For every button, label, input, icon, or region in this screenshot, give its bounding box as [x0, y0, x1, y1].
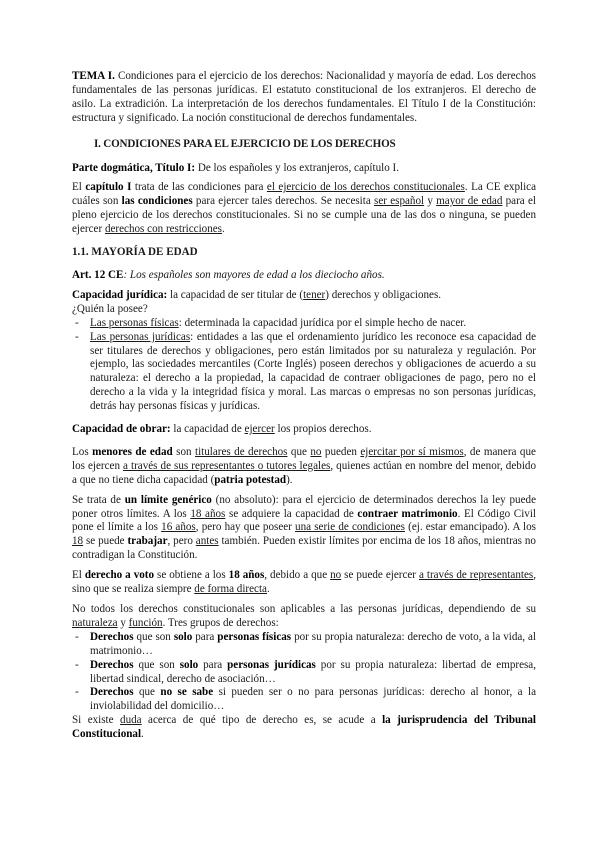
text-span: 18 [72, 535, 84, 548]
text-span: . La CE explica cuáles son [72, 181, 537, 208]
text-span: trata de las condiciones para [131, 181, 267, 194]
text-span: (ej. estar emancipado). A los [404, 521, 536, 534]
text-span: derecho a voto [84, 569, 155, 582]
text-span: personas físicas [217, 630, 292, 643]
text-span: El [72, 181, 86, 194]
duda-paragraph [72, 714, 536, 742]
text-span: . [141, 728, 144, 741]
text-span: Las personas físicas [90, 316, 179, 329]
text-span: , de manera que los ejercen [72, 445, 536, 472]
text-span: personas jurídicas [227, 658, 316, 671]
capacidad-obrar-paragraph [72, 423, 536, 437]
list-item [72, 331, 536, 414]
text-span: mayor de edad [436, 195, 503, 208]
text-span: que son [133, 630, 174, 643]
text-span: Capacidad jurídica: [72, 288, 168, 301]
text-span: . El Código Civil pone el límite a los [72, 507, 536, 534]
text-span: : determinada la capacidad jurídica por el simple hecho de nacer. [178, 316, 467, 329]
section-1-1-heading: 1.1. MAYORÍA DE EDAD [72, 246, 198, 259]
text-span: por su propia naturaleza: libertad de empresa, libertad sindical, derecho de asociación… [90, 658, 537, 685]
capitulo-paragraph [72, 181, 536, 237]
tema-label: TEMA I. [72, 70, 115, 82]
text-span: para el pleno ejercicio de los derechos constitucionales. Si no se cumple una de las dos o ninguna, se pueden ejercer [72, 195, 536, 236]
text-span: Derechos [90, 630, 134, 643]
text-span: a través de representantes [418, 569, 534, 582]
text-span: . [266, 583, 270, 596]
text-span: se adquiere la capacidad de [225, 507, 358, 520]
text-span: : entidades a las que el ordenamiento jurídico les reconoce esa capacidad de ser titulares de derechos y obligaciones, pero están limitados por su naturaleza y regulación. Por ejemplo, las sociedades mercantiles (Corte Inglés) poseen derechos y obligaciones de acuerdo a su naturaleza: el derecho a la propiedad, la capacidad de contraer obligaciones de pago, pero no el derecho a la vida y la integridad física y moral. Las marcas o empresas no son personas jurídicas, detrás hay personas físicas y jurídicas. [90, 330, 536, 413]
voto-paragraph [72, 569, 536, 597]
text-span: no [310, 445, 322, 458]
limite-paragraph [72, 494, 536, 564]
text-span: que [287, 445, 311, 458]
tema-text: Condiciones para el ejercicio de los derechos: Nacionalidad y mayoría de edad. Los derechos fundamentales de las personas jurídicas. El estatuto constitucional de los extranjeros. El derecho de asilo. La extradición. La interpretación de los derechos fundamentales. El Título I de la Constitución: estructura y significado. La noción constitucional de derechos fundamentales. [72, 70, 536, 124]
text-span: la capacidad de [170, 423, 245, 436]
text-span: solo [179, 658, 199, 671]
text-span: trabajar [127, 535, 168, 548]
text-span: , debido a que [264, 569, 331, 582]
capacidad-juridica-paragraph [72, 289, 536, 303]
text-span: titulares de derechos [194, 445, 288, 458]
text-span: menores de edad [92, 445, 173, 458]
text-span: que son [133, 658, 180, 671]
text-span: . [222, 223, 225, 236]
text-span: duda [120, 714, 142, 727]
text-span: capítulo I [85, 181, 132, 194]
list-item [72, 631, 536, 659]
text-span: 16 años [161, 521, 196, 534]
personas-list [72, 317, 536, 414]
text-span: derechos con restricciones [104, 223, 223, 236]
menores-paragraph [72, 446, 536, 488]
text-span: 18 años [228, 569, 265, 582]
text-span: patria potestad [214, 473, 287, 486]
text-span: Se trata de [72, 493, 125, 506]
list-item [72, 686, 536, 714]
text-span: ser español [374, 195, 425, 208]
text-span: ejercer [244, 423, 275, 436]
text-span: Derechos [90, 686, 134, 699]
text-span: ). [286, 473, 293, 486]
question-line: ¿Quién la posee? [72, 302, 148, 315]
text-span: de forma directa [194, 583, 267, 596]
text-span: no se sabe [160, 686, 214, 699]
text-span: (no absoluto): para el ejercicio de determinados derechos la ley puede poner otros límites. A los [72, 493, 536, 520]
text-span: para [198, 658, 228, 671]
text-span: Si existe [72, 714, 121, 727]
text-span: son [172, 445, 195, 458]
text-span: , pero [167, 535, 196, 548]
text-span: solo [173, 630, 193, 643]
art-12-paragraph [72, 269, 536, 283]
text-span: Derechos [90, 658, 134, 671]
text-span: Los [72, 445, 93, 458]
text-span: la capacidad de ser titular de ( [167, 288, 304, 301]
list-item [72, 659, 536, 687]
text-span: para ejercer tales derechos. Se necesita [192, 195, 375, 208]
text-span: también. Pueden existir límites por encima de los 18 años, mientras no contradigan la Constitución. [72, 535, 536, 562]
text-span: si pueden ser o no para personas jurídicas: derecho al honor, a la inviolabilidad del domicilio… [90, 686, 536, 713]
text-span: para [192, 630, 218, 643]
grupos-list [72, 631, 536, 714]
text-span: y [424, 195, 437, 208]
text-span: 18 años [190, 507, 226, 520]
text-span: , pero hay que poseer [195, 521, 296, 534]
text-span: a través de sus representantes o tutores legales [123, 459, 331, 472]
text-span: los propios derechos. [274, 423, 372, 436]
text-span: naturaleza [72, 616, 118, 629]
section-1-heading: I. CONDICIONES PARA EL EJERCICIO DE LOS DERECHOS [94, 137, 396, 150]
text-span: pueden [321, 445, 361, 458]
text-span: las condiciones [121, 195, 193, 208]
text-span: tener [303, 288, 326, 301]
text-span: que [133, 686, 161, 699]
text-span: Art. 12 CE [72, 268, 124, 281]
text-span: No todos los derechos constitucionales son aplicables a las personas jurídicas, dependiendo de su [72, 603, 536, 615]
text-span: una serie de condiciones [295, 521, 405, 534]
text-span: Las personas jurídicas [90, 330, 191, 343]
text-span: no [330, 569, 342, 582]
text-span: función [128, 616, 163, 629]
text-span: , sino que se realiza siempre [72, 569, 536, 596]
text-span: El [72, 569, 85, 582]
text-span: el ejercicio de los derechos constitucionales [266, 181, 465, 194]
text-span: antes [195, 535, 219, 548]
text-span: por su propia naturaleza: derecho de voto, a la vida, al matrimonio… [90, 630, 537, 657]
text-span: De los españoles y los extranjeros, capítulo I. [195, 161, 399, 174]
no-todos-paragraph [72, 603, 536, 631]
text-span: contraer matrimonio [357, 507, 458, 520]
text-span: . Tres grupos de derechos: [162, 616, 279, 629]
text-span: acerca de qué tipo de derecho es, se acude a [141, 714, 383, 727]
text-span: se puede [83, 535, 128, 548]
text-span: Parte dogmática, Título I: [72, 161, 196, 174]
text-span: ejercitar por sí mismos [360, 445, 464, 458]
tema-paragraph [72, 70, 536, 126]
text-span: y [117, 616, 129, 629]
text-span: la jurisprudencia del Tribunal Constitucional [72, 714, 536, 741]
list-item [72, 317, 536, 331]
text-span: un límite genérico [124, 493, 212, 506]
text-span: ) derechos y obligaciones. [325, 288, 442, 301]
text-span: Capacidad de obrar: [72, 423, 171, 436]
text-span: : Los españoles son mayores de edad a los dieciocho años. [123, 268, 385, 281]
parte-dogmatica [72, 162, 536, 176]
text-span: , quienes actúan en nombre del menor, debido a que no tiene dicha capacidad ( [72, 459, 536, 486]
text-span: se obtiene a los [154, 569, 229, 582]
text-span: se puede ejercer [341, 569, 419, 582]
